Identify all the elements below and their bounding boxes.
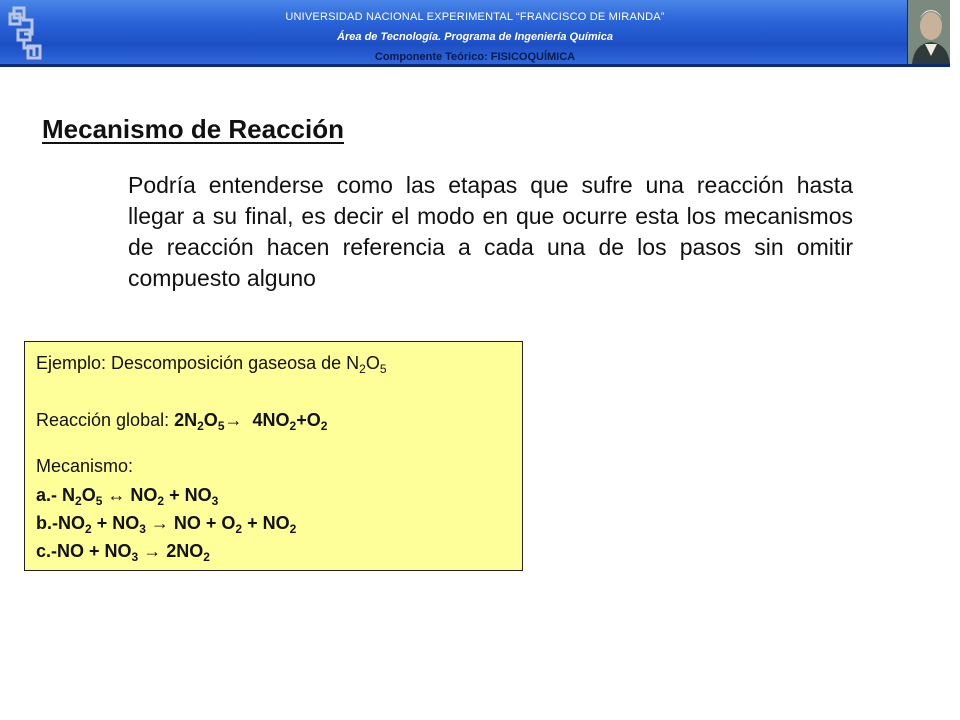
- mechanism-step-c: $c.-NO + NO_3 \to 2NO_2$: [36, 541, 210, 564]
- header-banner: [0, 0, 950, 67]
- example-box: [24, 341, 523, 571]
- mechanism-step-b: $b.-NO_2 + NO_3$ → NO + $O_2 + NO_2$: [36, 513, 297, 536]
- global-reaction: Reacción global: $2N_2O_5\to 4NO_2+O_2$: [36, 410, 328, 433]
- page-title: Mecanismo de Reacción: [42, 114, 344, 144]
- header-edge: [950, 0, 960, 67]
- mechanism-step-a: a.- $N_2O_5$ ↔ $NO_2 + NO_3$: [36, 485, 219, 508]
- example-heading: Ejemplo: Descomposición gaseosa de $N_2O_5$: [36, 353, 387, 376]
- university-name: UNIVERSIDAD NACIONAL EXPERIMENTAL “FRANCISCO DE MIRANDA”: [285, 11, 665, 23]
- francisco-de-miranda-portrait: [907, 0, 954, 64]
- definition-paragraph: Podría entenderse como las etapas que sufre una reacción hasta llegar a su final, es decir el modo en que ocurre esta los mecanismos de reacción hacen referencia a cada una de los pasos sin omitir compuesto alguno: [128, 172, 853, 291]
- course-component: Componente Teórico: FISICOQUÍMICA: [374, 51, 576, 63]
- mechanism-label: Mecanismo:: [36, 456, 134, 476]
- program-name: Área de Tecnología. Programa de Ingeniería Química: [337, 31, 613, 43]
